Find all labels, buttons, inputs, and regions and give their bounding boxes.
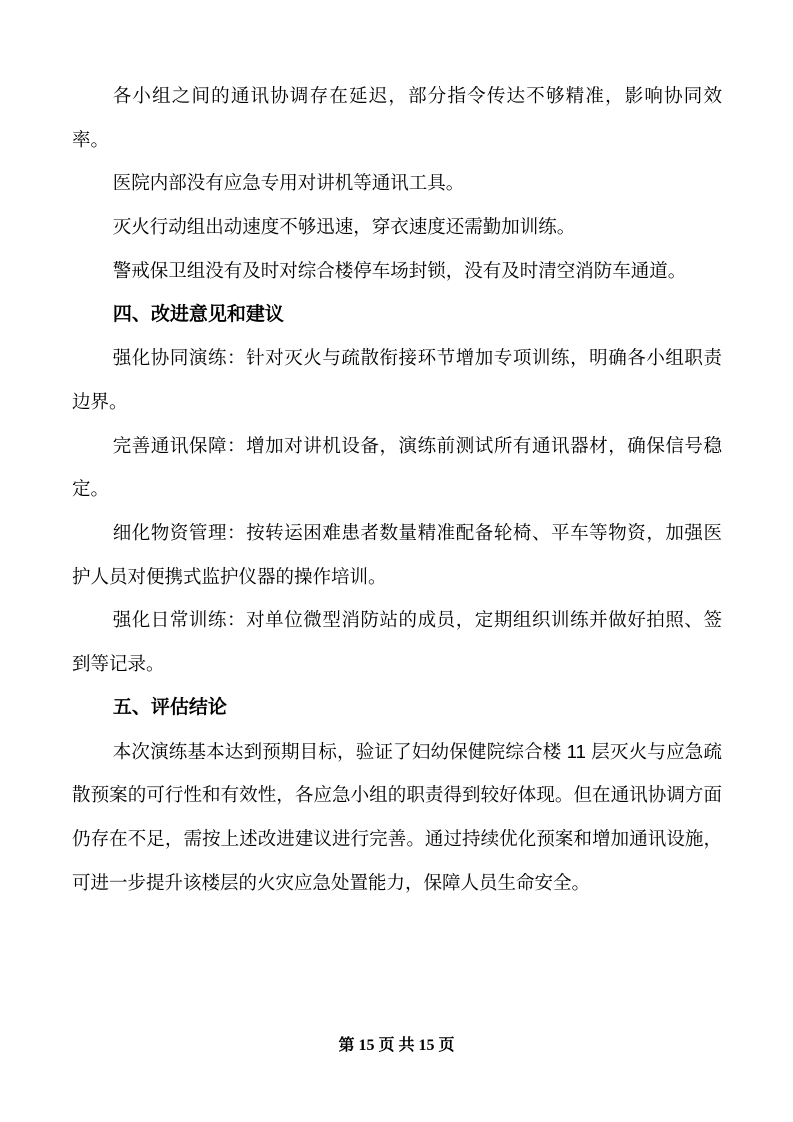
document-body [72,74,722,904]
page-footer [0,1035,793,1057]
conclusion-section-heading: 五、评估结论 [112,696,227,718]
improvement-paragraph: 强化日常训练：对单位微型消防站的成员，定期组织训练并做好拍照、签到等记录。 [72,609,722,675]
improvement-paragraph: 强化协同演练：针对灭火与疏散衔接环节增加专项训练，明确各小组职责边界。 [72,347,722,412]
improvements-section-heading: 四、改进意见和建议 [112,303,284,325]
finding-paragraph: 医院内部没有应急专用对讲机等通讯工具。 [112,172,465,194]
finding-paragraph: 灭火行动组出动速度不够迅速，穿衣速度还需勤加训练。 [112,216,576,238]
conclusion-paragraph: 本次演练基本达到预期目标，验证了妇幼保健院综合楼 11 层灭火与应急疏散预案的可行性和有效性，各应急小组的职责得到较好体现。但在通讯协调方面仍存在不足，需按上述改进建议进行完善。通过持续优化预案和增加通讯设施，可进一步提升该楼层的火灾应急处置能力，保障人员生命安全。 [72,740,722,893]
improvement-paragraph: 细化物资管理：按转运困难患者数量精准配备轮椅、平车等物资，加强医护人员对便携式监护仪器的操作培训。 [72,522,722,587]
finding-paragraph: 各小组之间的通讯协调存在延迟，部分指令传达不够精准，影响协同效率。 [72,85,722,150]
improvement-paragraph: 完善通讯保障：增加对讲机设备，演练前测试所有通讯器材，确保信号稳定。 [72,434,722,500]
page-number-text: 第 15 页 共 15 页 [338,1037,455,1054]
finding-paragraph: 警戒保卫组没有及时对综合楼停车场封锁，没有及时清空消防车通道。 [112,259,687,281]
